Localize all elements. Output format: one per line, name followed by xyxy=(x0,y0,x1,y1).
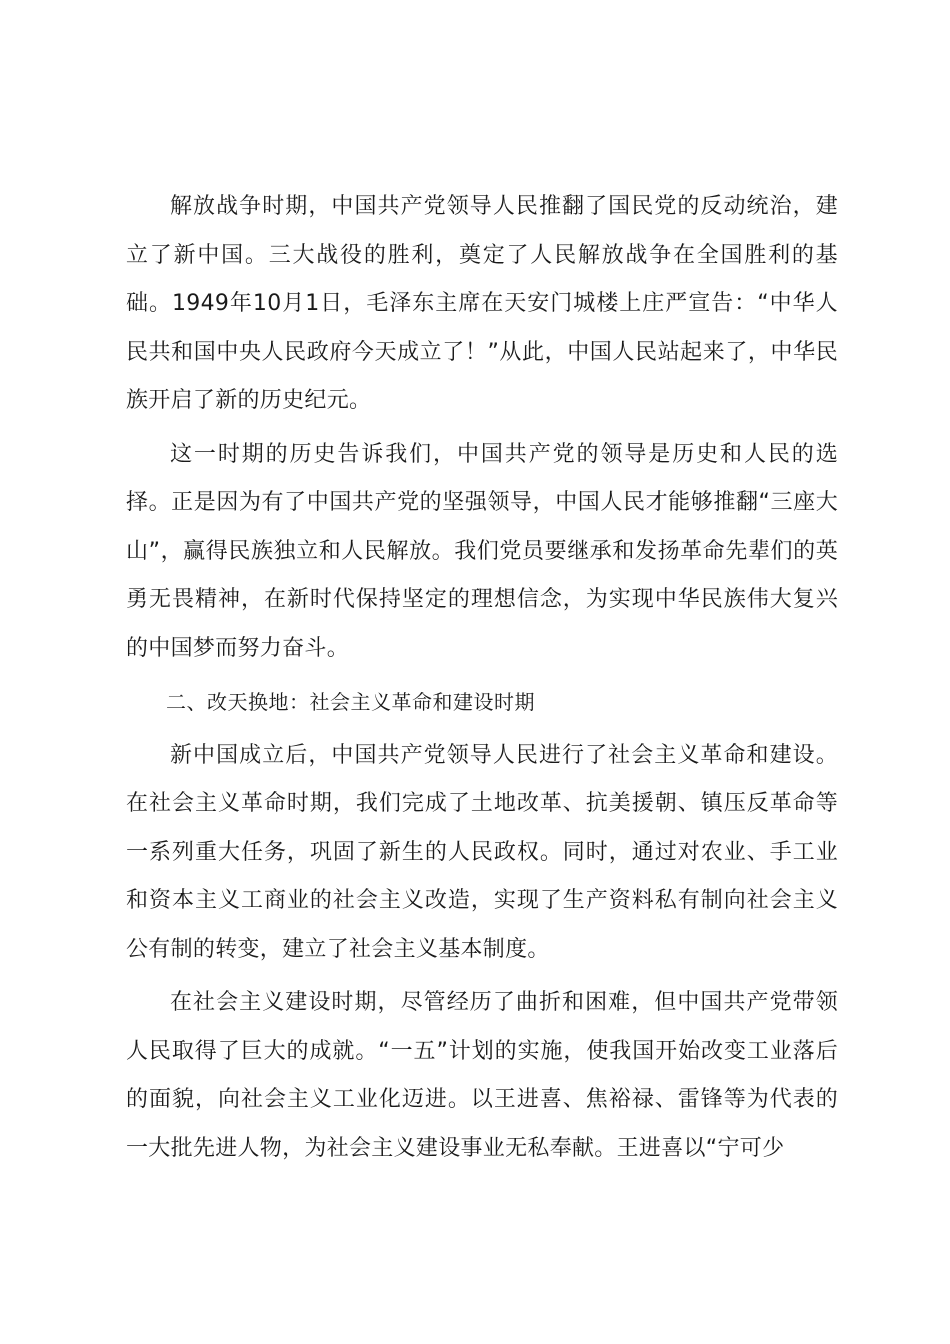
paragraph-liberation-war: 解放战争时期，中国共产党领导人民推翻了国民党的反动统治，建立了新中国。三大战役的胜利，奠定了人民解放战争在全国胜利的基础。1949年10月1日，毛泽东主席在天安门城楼上庄严宣告：“中华人民共和国中央人民政府今天成立了！”从此，中国人民站起来了，中华民族开启了新的历史纪元。 xyxy=(126,194,838,413)
document-body xyxy=(126,183,838,1178)
section-heading: 二、改天换地：社会主义革命和建设时期 xyxy=(166,690,535,714)
paragraph-socialist-construction: 在社会主义建设时期，尽管经历了曲折和困难，但中国共产党带领人民取得了巨大的成就。“一五”计划的实施，使我国开始改变工业落后的面貌，向社会主义工业化迈进。以王进喜、焦裕禄、雷锋等为代表的一大批先进人物，为社会主义建设事业无私奉献。王进喜以“宁可少 xyxy=(126,990,838,1161)
paragraph-socialist-revolution: 新中国成立后，中国共产党领导人民进行了社会主义革命和建设。在社会主义革命时期，我们完成了土地改革、抗美援朝、镇压反革命等一系列重大任务，巩固了新生的人民政权。同时，通过对农业、手工业和资本主义工商业的社会主义改造，实现了生产资料私有制向社会主义公有制的转变，建立了社会主义基本制度。 xyxy=(126,742,838,962)
paragraph-historical-lesson: 这一时期的历史告诉我们，中国共产党的领导是历史和人民的选择。正是因为有了中国共产党的坚强领导，中国人民才能够推翻“三座大山”，赢得民族独立和人民解放。我们党员要继承和发扬革命先辈们的英勇无畏精神，在新时代保持坚定的理想信念，为实现中华民族伟大复兴的中国梦而努力奋斗。 xyxy=(126,441,838,661)
